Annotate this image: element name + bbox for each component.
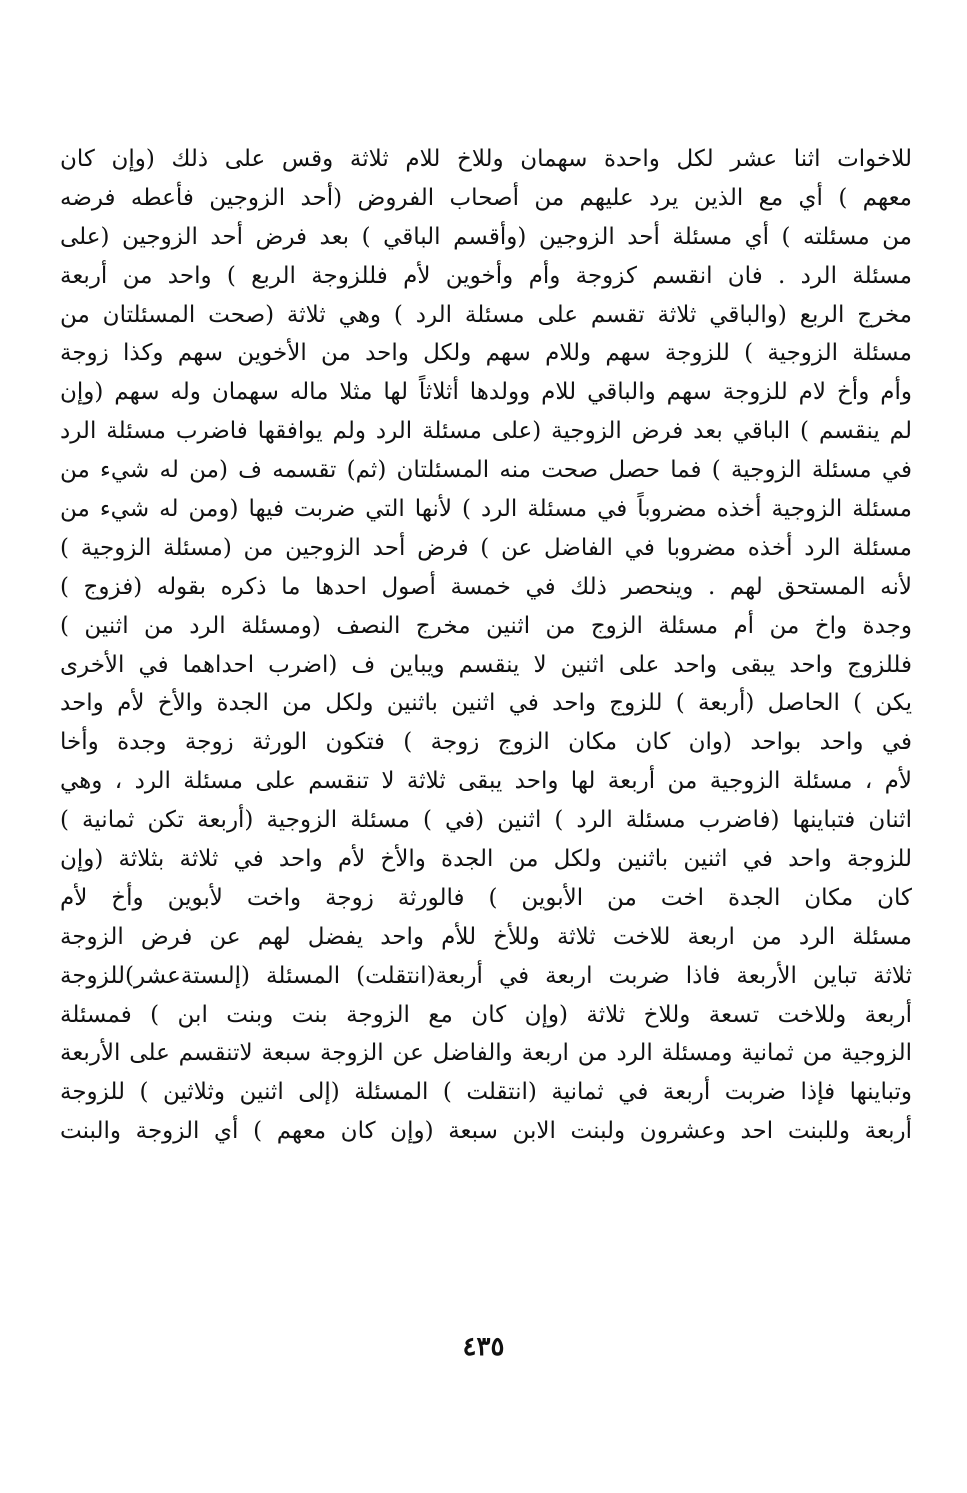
text-line: معهم ) أي مع الذين يرد عليهم من أصحاب الفروض (أحد الزوجين فأعطه فرضه <box>60 184 912 211</box>
text-line: ثلاثة تباين الأربعة فاذا ضربت اربعة في أربعة(انتقلت) المسئلة (إلىستةعشر)للزوجة <box>60 962 912 989</box>
text-line: وأم وأخ لام للزوجة سهم والباقي للام وولدها أثلاثاً لها مثلا ماله سهمان وله سهم (وإن <box>60 379 912 406</box>
text-line: مسئلة الرد . فان انقسم كزوجة وأم وأخوين لأم فللزوجة الربع ) واحد من أربعة <box>60 262 912 289</box>
text-line: فللزوج واحد يبقى واحد على اثنين لا ينقسم ويباين ف (اضرب احداهما في الأخرى <box>60 651 912 678</box>
text-line: مسئلة الزوجية ) للزوجة سهم وللام سهم ولكل واحد من الأخوين سهم وكذا زوجة <box>60 340 912 367</box>
text-line: اثنان فتباينها (فاضرب مسئلة الرد ) اثنين (في ) مسئلة الزوجية (أربعة تكن ثمانية ) <box>60 807 912 834</box>
text-line: مسئلة الرد من اربعة للاخت ثلاثة وللأخ للأم واحد يفضل لهم عن فرض الزوجة <box>60 923 912 950</box>
text-line: وجدة واخ من أم مسئلة الزوج من اثنين مخرج النصف (ومسئلة الرد من اثنين ) <box>60 612 912 639</box>
text-line: أربعة وللبنت احد وعشرون ولبنت الابن سبعة (وإن كان معهم ) أي الزوجة والبنت <box>60 1118 912 1145</box>
text-line: في مسئلة الزوجية ) فما حصل صحت منه المسئلتان (ثم) تقسمه ف (من له شيء من <box>60 457 912 484</box>
text-line: للزوجة واحد في اثنين باثنين ولكل من الجدة والأخ لأم واحد في ثلاثة بثلاثة (وإن <box>60 846 912 873</box>
text-line: أربعة وللاخت تسعة وللاخ ثلاثة (وإن كان مع الزوجة بنت وبنت ابن ) فمسئلة <box>60 1001 912 1028</box>
text-line: في واحد بواحد (وان كان مكان الزوج زوجة ) فتكون الورثة زوجة وجدة وأخا <box>60 729 912 756</box>
text-line: مخرج الربع (والباقي ثلاثة تقسم على مسئلة الرد ) وهي ثلاثة (صحت المسئلتان من <box>60 301 912 328</box>
text-line: للاخوات اثنا عشر لكل واحدة سهمان وللاخ للام ثلاثة وقس على ذلك (وإن كان <box>60 146 912 172</box>
text-line: الزوجية من ثمانية ومسئلة الرد من اربعة والفاضل عن الزوجة سبعة لاتنقسم على الأربعة <box>60 1040 912 1067</box>
page-number: ٤٣٥ <box>462 1332 505 1362</box>
text-line: مسئلة الرد أخذه مضروبا في الفاضل عن ) فرض أحد الزوجين من (مسئلة الزوجية ) <box>60 534 912 561</box>
page-body-text <box>60 140 912 1151</box>
text-line: كان مكان الجدة اخت من الأبوين ) فالورثة زوجة واخت لأبوين وأخ لأم <box>60 884 912 911</box>
text-line: وتباينها فإذا ضربت أربعة في ثمانية (انتقلت ) المسئلة (إلى اثنين وثلاثين ) للزوجة <box>60 1079 912 1106</box>
text-line: لم ينقسم ) الباقي بعد فرض الزوجية (على مسئلة الرد ولم يوافقها فاضرب مسئلة الرد <box>60 418 912 445</box>
text-line: مسئلة الزوجية أخذه مضروباً في مسئلة الرد ) لأنها التي ضربت فيها (ومن له شيء من <box>60 496 912 523</box>
text-line: من مسئلته ) أي مسئلة أحد الزوجين (وأقسم الباقي ) بعد فرض أحد الزوجين (على <box>60 223 912 250</box>
text-line: يكن ) الحاصل (أربعة ) للزوج واحد في اثنين باثنين ولكل من الجدة والأخ لأم واحد <box>60 690 912 717</box>
text-line: لأم ، مسئلة الزوجية من أربعة لها واحد يبقى ثلاثة لا تنقسم على مسئلة الرد ، وهي <box>60 768 912 795</box>
text-line: لأنه المستحق لهم . وينحصر ذلك في خمسة أصول احدها ما ذكره بقوله (فزوج ) <box>60 573 912 600</box>
